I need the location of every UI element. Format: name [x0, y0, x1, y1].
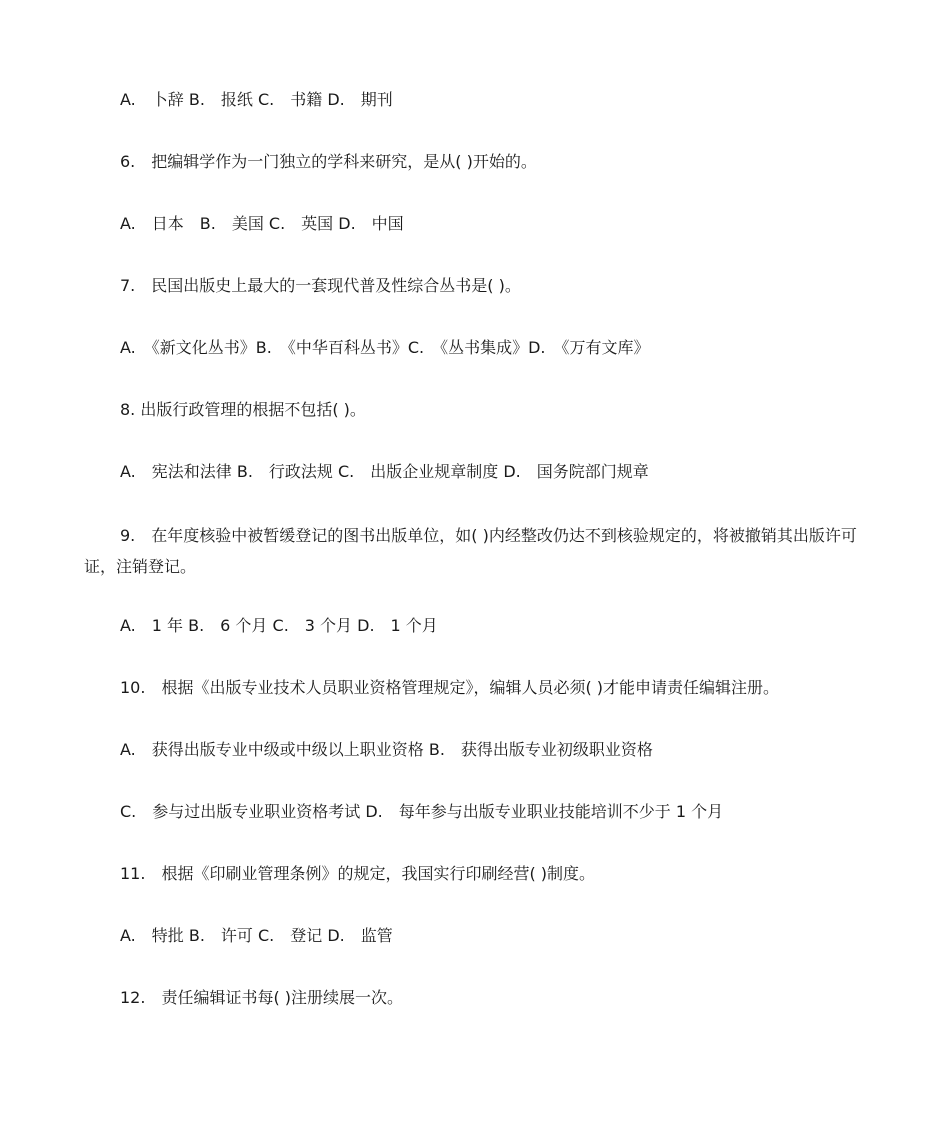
- question-11-text: 11. 根据《印刷业管理条例》的规定，我国实行印刷经营( )制度。: [120, 864, 596, 883]
- question-12-text: 12. 责任编辑证书每( )注册续展一次。: [120, 988, 404, 1007]
- question-5-options: A. 卜辞 B. 报纸 C. 书籍 D. 期刊: [120, 90, 393, 109]
- question-9-text: 9. 在年度核验中被暂缓登记的图书出版单位，如( )内经整改仍达不到核验规定的，将被撤销其出版许可证，注销登记。: [84, 526, 857, 576]
- question-8-text: 8. 出版行政管理的根据不包括( )。: [120, 400, 366, 419]
- question-6-options: A. 日本 B. 美国 C. 英国 D. 中国: [120, 214, 404, 233]
- question-8-options: A. 宪法和法律 B. 行政法规 C. 出版企业规章制度 D. 国务院部门规章: [120, 462, 649, 481]
- question-7-options: A. 《新文化丛书》B. 《中华百科丛书》C. 《丛书集成》D. 《万有文库》: [120, 338, 650, 357]
- question-10-options-ab: A. 获得出版专业中级或中级以上职业资格 B. 获得出版专业初级职业资格: [120, 740, 653, 759]
- question-10-text: 10. 根据《出版专业技术人员职业资格管理规定》，编辑人员必须( )才能申请责任编辑注册。: [120, 678, 780, 697]
- question-6-text: 6. 把编辑学作为一门独立的学科来研究，是从( )开始的。: [120, 152, 537, 171]
- question-7-text: 7. 民国出版史上最大的一套现代普及性综合丛书是( )。: [120, 276, 521, 295]
- question-10-options-cd: C. 参与过出版专业职业资格考试 D. 每年参与出版专业职业技能培训不少于 1 个月: [120, 802, 724, 821]
- question-9-options: A. 1 年 B. 6 个月 C. 3 个月 D. 1 个月: [120, 616, 438, 635]
- question-11-options: A. 特批 B. 许可 C. 登记 D. 监管: [120, 926, 393, 945]
